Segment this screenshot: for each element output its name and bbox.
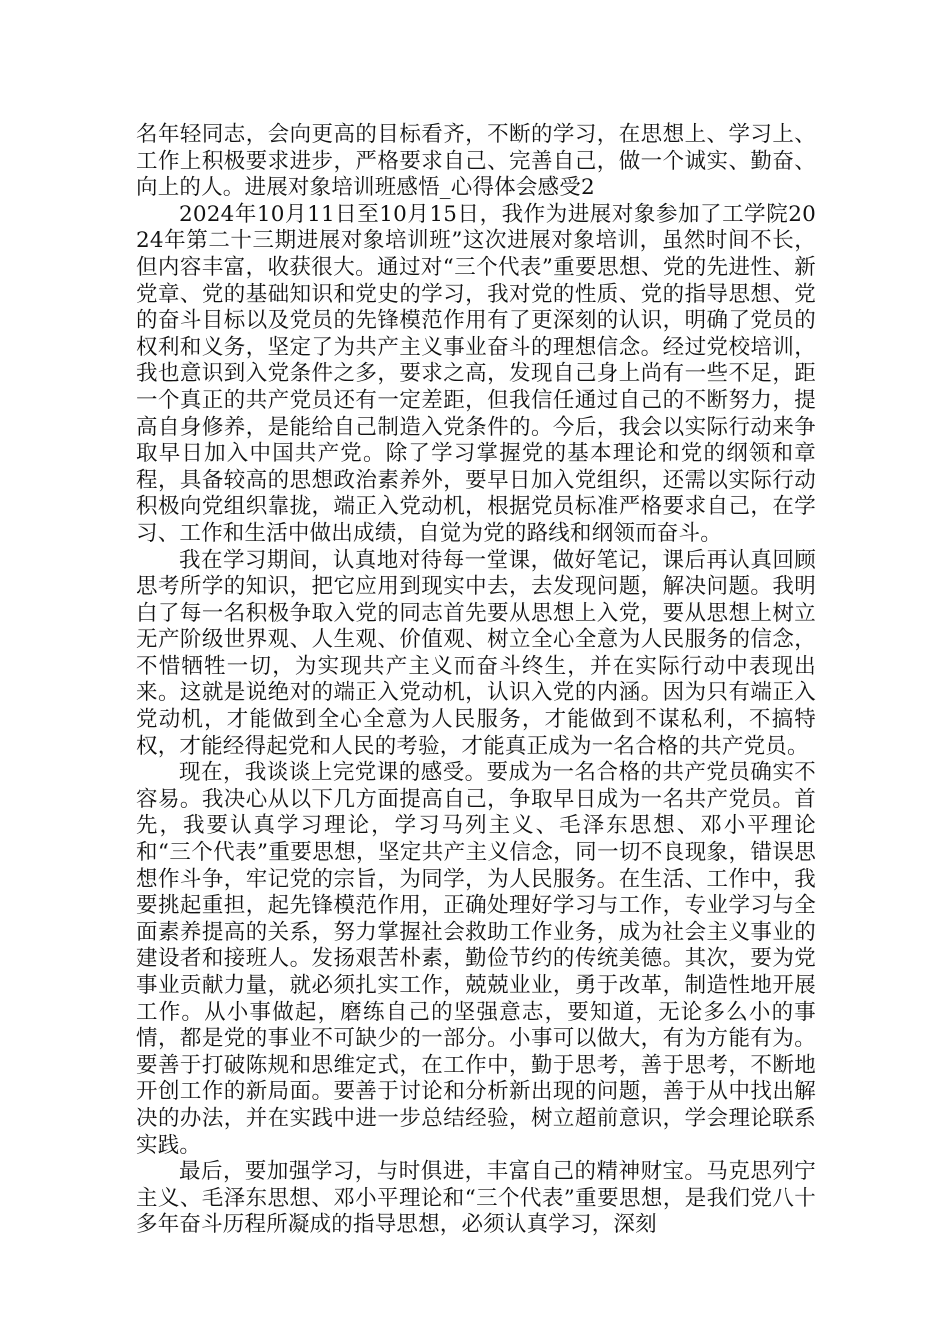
paragraph-1: 名年轻同志，会向更高的目标看齐，不断的学习，在思想上、学习上、工作上积极要求进步，严格要求自己、完善自己，做一个诚实、勤奋、向上的人。进展对象培训班感悟_心得体会感受2 [136,122,816,201]
paragraph-3: 我在学习期间，认真地对待每一堂课，做好笔记，课后再认真回顾思考所学的知识，把它应用到现实中去，去发现问题，解决问题。我明白了每一名积极争取入党的同志首先要从思想上入党，要从思想上树立无产阶级世界观、人生观、价值观、树立全心全意为人民服务的信念，不惜牺牲一切，为实现共产主义而奋斗终生，并在实际行动中表现出来。这就是说绝对的端正入党动机，认识入党的内涵。因为只有端正入党动机，才能做到全心全意为人民服务，才能做到不谋私利，不搞特权，才能经得起党和人民的考验，才能真正成为一名合格的共产党员。 [136,547,816,759]
paragraph-5: 最后，要加强学习，与时俱进，丰富自己的精神财宝。马克思列宁主义、毛泽东思想、邓小平理论和“三个代表”重要思想，是我们党八十多年奋斗历程所凝成的指导思想，必须认真学习，深刻 [136,1159,816,1238]
document-body [136,122,816,1239]
paragraph-4: 现在，我谈谈上完党课的感受。要成为一名合格的共产党员确实不容易。我决心从以下几方面提高自己，争取早日成为一名共产党员。首先，我要认真学习理论，学习马列主义、毛泽东思想、邓小平理论和“三个代表”重要思想，坚定共产主义信念，同一切不良现象，错误思想作斗争，牢记党的宗旨，为同学，为人民服务。在生活、工作中，我要挑起重担，起先锋模范作用，正确处理好学习与工作，专业学习与全面素养提高的关系，努力掌握社会救助工作业务，成为社会主义事业的建设者和接班人。发扬艰苦朴素，勤俭节约的传统美德。其次，要为党事业贡献力量，就必须扎实工作，兢兢业业，勇于改革，制造性地开展工作。从小事做起，磨练自己的坚强意志，要知道，无论多么小的事情，都是党的事业不可缺少的一部分。小事可以做大，有为方能有为。要善于打破陈规和思维定式，在工作中，勤于思考，善于思考，不断地开创工作的新局面。要善于讨论和分析新出现的问题，善于从中找出解决的办法，并在实践中进一步总结经验，树立超前意识，学会理论联系实践。 [136,760,816,1158]
paragraph-2: 2024年10月11日至10月15日，我作为进展对象参加了工学院2024年第二十三期进展对象培训班”这次进展对象培训，虽然时间不长，但内容丰富，收获很大。通过对“三个代表”重要思想、党的先进性、新党章、党的基础知识和党史的学习，我对党的性质、党的指导思想、党的奋斗目标以及党员的先锋模范作用有了更深刻的认识，明确了党员的权利和义务，坚定了为共产主义事业奋斗的理想信念。经过党校培训，我也意识到入党条件之多，要求之高，发现自己身上尚有一些不足，距一个真正的共产党员还有一定差距，但我信任通过自己的不断努力，提高自身修养，是能给自己制造入党条件的。今后，我会以实际行动来争取早日加入中国共产党。除了学习掌握党的基本理论和党的纲领和章程，具备较高的思想政治素养外，要早日加入党组织，还需以实际行动积极向党组织靠拢，端正入党动机，根据党员标准严格要求自己，在学习、工作和生活中做出成绩，自觉为党的路线和纲领而奋斗。 [136,201,816,546]
